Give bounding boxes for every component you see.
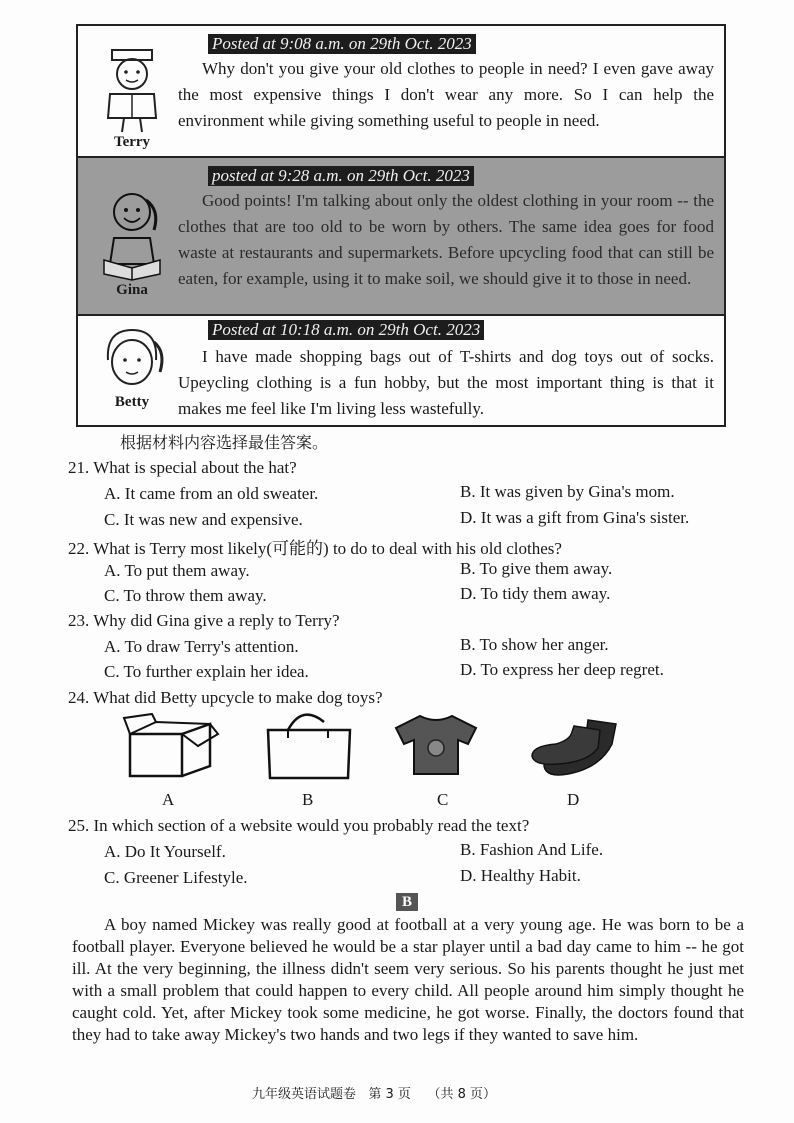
post-gina [78,158,724,316]
option-21-d: D. It was a gift from Gina's sister. [460,508,690,527]
option-23-b: B. To show her anger. [460,635,609,654]
option-21-a: A. It came from an old sweater. [104,484,319,503]
option-24-a: A [162,790,175,809]
betty-avatar-icon [96,322,168,394]
post-timestamp: Posted at 10:18 a.m. on 29th Oct. 2023 [208,320,484,340]
instruction: 根据材料内容选择最佳答案。 [120,433,329,452]
option-22-c: C. To throw them away. [104,586,267,605]
option-22-d: D. To tidy them away. [460,584,611,603]
option-21-b: B. It was given by Gina's mom. [460,482,675,501]
avatar-name-gina: Gina [116,282,148,298]
post-body: I have made shopping bags out of T-shirts and dog toys out of socks. Upeycling clothing is a fun hobby, but the most important thing is that it makes me feel like I'm living less wastefully. [178,347,714,418]
post-betty [78,316,724,427]
option-25-a: A. Do It Yourself. [104,842,226,861]
option-21-c: C. It was new and expensive. [104,510,303,529]
bag-icon [262,708,356,782]
betty-avatar [96,322,168,411]
terry-avatar [96,46,168,151]
forum-posts-box [76,24,726,427]
option-25-b: B. Fashion And Life. [460,840,604,859]
socks-icon [528,716,622,780]
tshirt-icon [394,712,478,776]
post-body: Why don't you give your old clothes to people in need? I even gave away the most expensive things I don't wear any more. So I can help the environment while giving something useful to people in need. [178,59,714,130]
post-timestamp: Posted at 9:08 a.m. on 29th Oct. 2023 [208,34,476,54]
post-body: Good points! I'm talking about only the oldest clothing in your room -- the clothes that are too old to be worn by others. The same idea goes for food waste at restaurants and supermarkets. Before upcycling food that can still be eaten, for example, using it to make soil, we should give it to those in need. [178,191,714,288]
question-21: 21. What is special about the hat? [68,458,297,477]
option-23-d: D. To express her deep regret. [460,660,664,679]
post-terry [78,26,724,158]
post-timestamp: posted at 9:28 a.m. on 29th Oct. 2023 [208,166,474,186]
option-25-d: D. Healthy Habit. [460,866,581,885]
section-b-badge: B [396,893,418,911]
option-25-c: C. Greener Lifestyle. [104,868,248,887]
question-25: 25. In which section of a website would you probably read the text? [68,816,530,835]
option-22-b: B. To give them away. [460,559,613,578]
terry-avatar-icon [96,46,168,134]
gina-avatar-icon [96,186,168,282]
option-24-d: D [567,790,580,809]
section-b-passage: A boy named Mickey was really good at football at a very young age. He was born to be a football player. Everyone believed he would be a star player until a bad day came to him -- he got ill. At the very beginning, the illness didn't seem very serious. So his parents thought he just met with a small problem that could happen to every child. All people around him simply thought he caught cold. Yet, after Mickey took some medicine, he got worse. Finally, the doctors found that they had to take away Mickey's two hands and two legs if they wanted to save him. [72,915,744,1044]
page-footer: 九年级英语试题卷 第 3 页 （共 8 页） [252,1087,496,1102]
option-23-c: C. To further explain her idea. [104,662,309,681]
option-23-a: A. To draw Terry's attention. [104,637,299,656]
option-24-c: C [437,790,449,809]
avatar-name-terry: Terry [113,134,151,150]
option-22-a: A. To put them away. [104,561,250,580]
question-23: 23. Why did Gina give a reply to Terry? [68,611,340,630]
option-24-b: B [302,790,314,809]
avatar-name-betty: Betty [114,394,150,410]
question-22: 22. What is Terry most likely(可能的) to do to deal with his old clothes? [68,539,562,558]
question-24: 24. What did Betty upcycle to make dog toys? [68,688,383,707]
box-icon [122,712,220,780]
gina-avatar [96,186,168,299]
